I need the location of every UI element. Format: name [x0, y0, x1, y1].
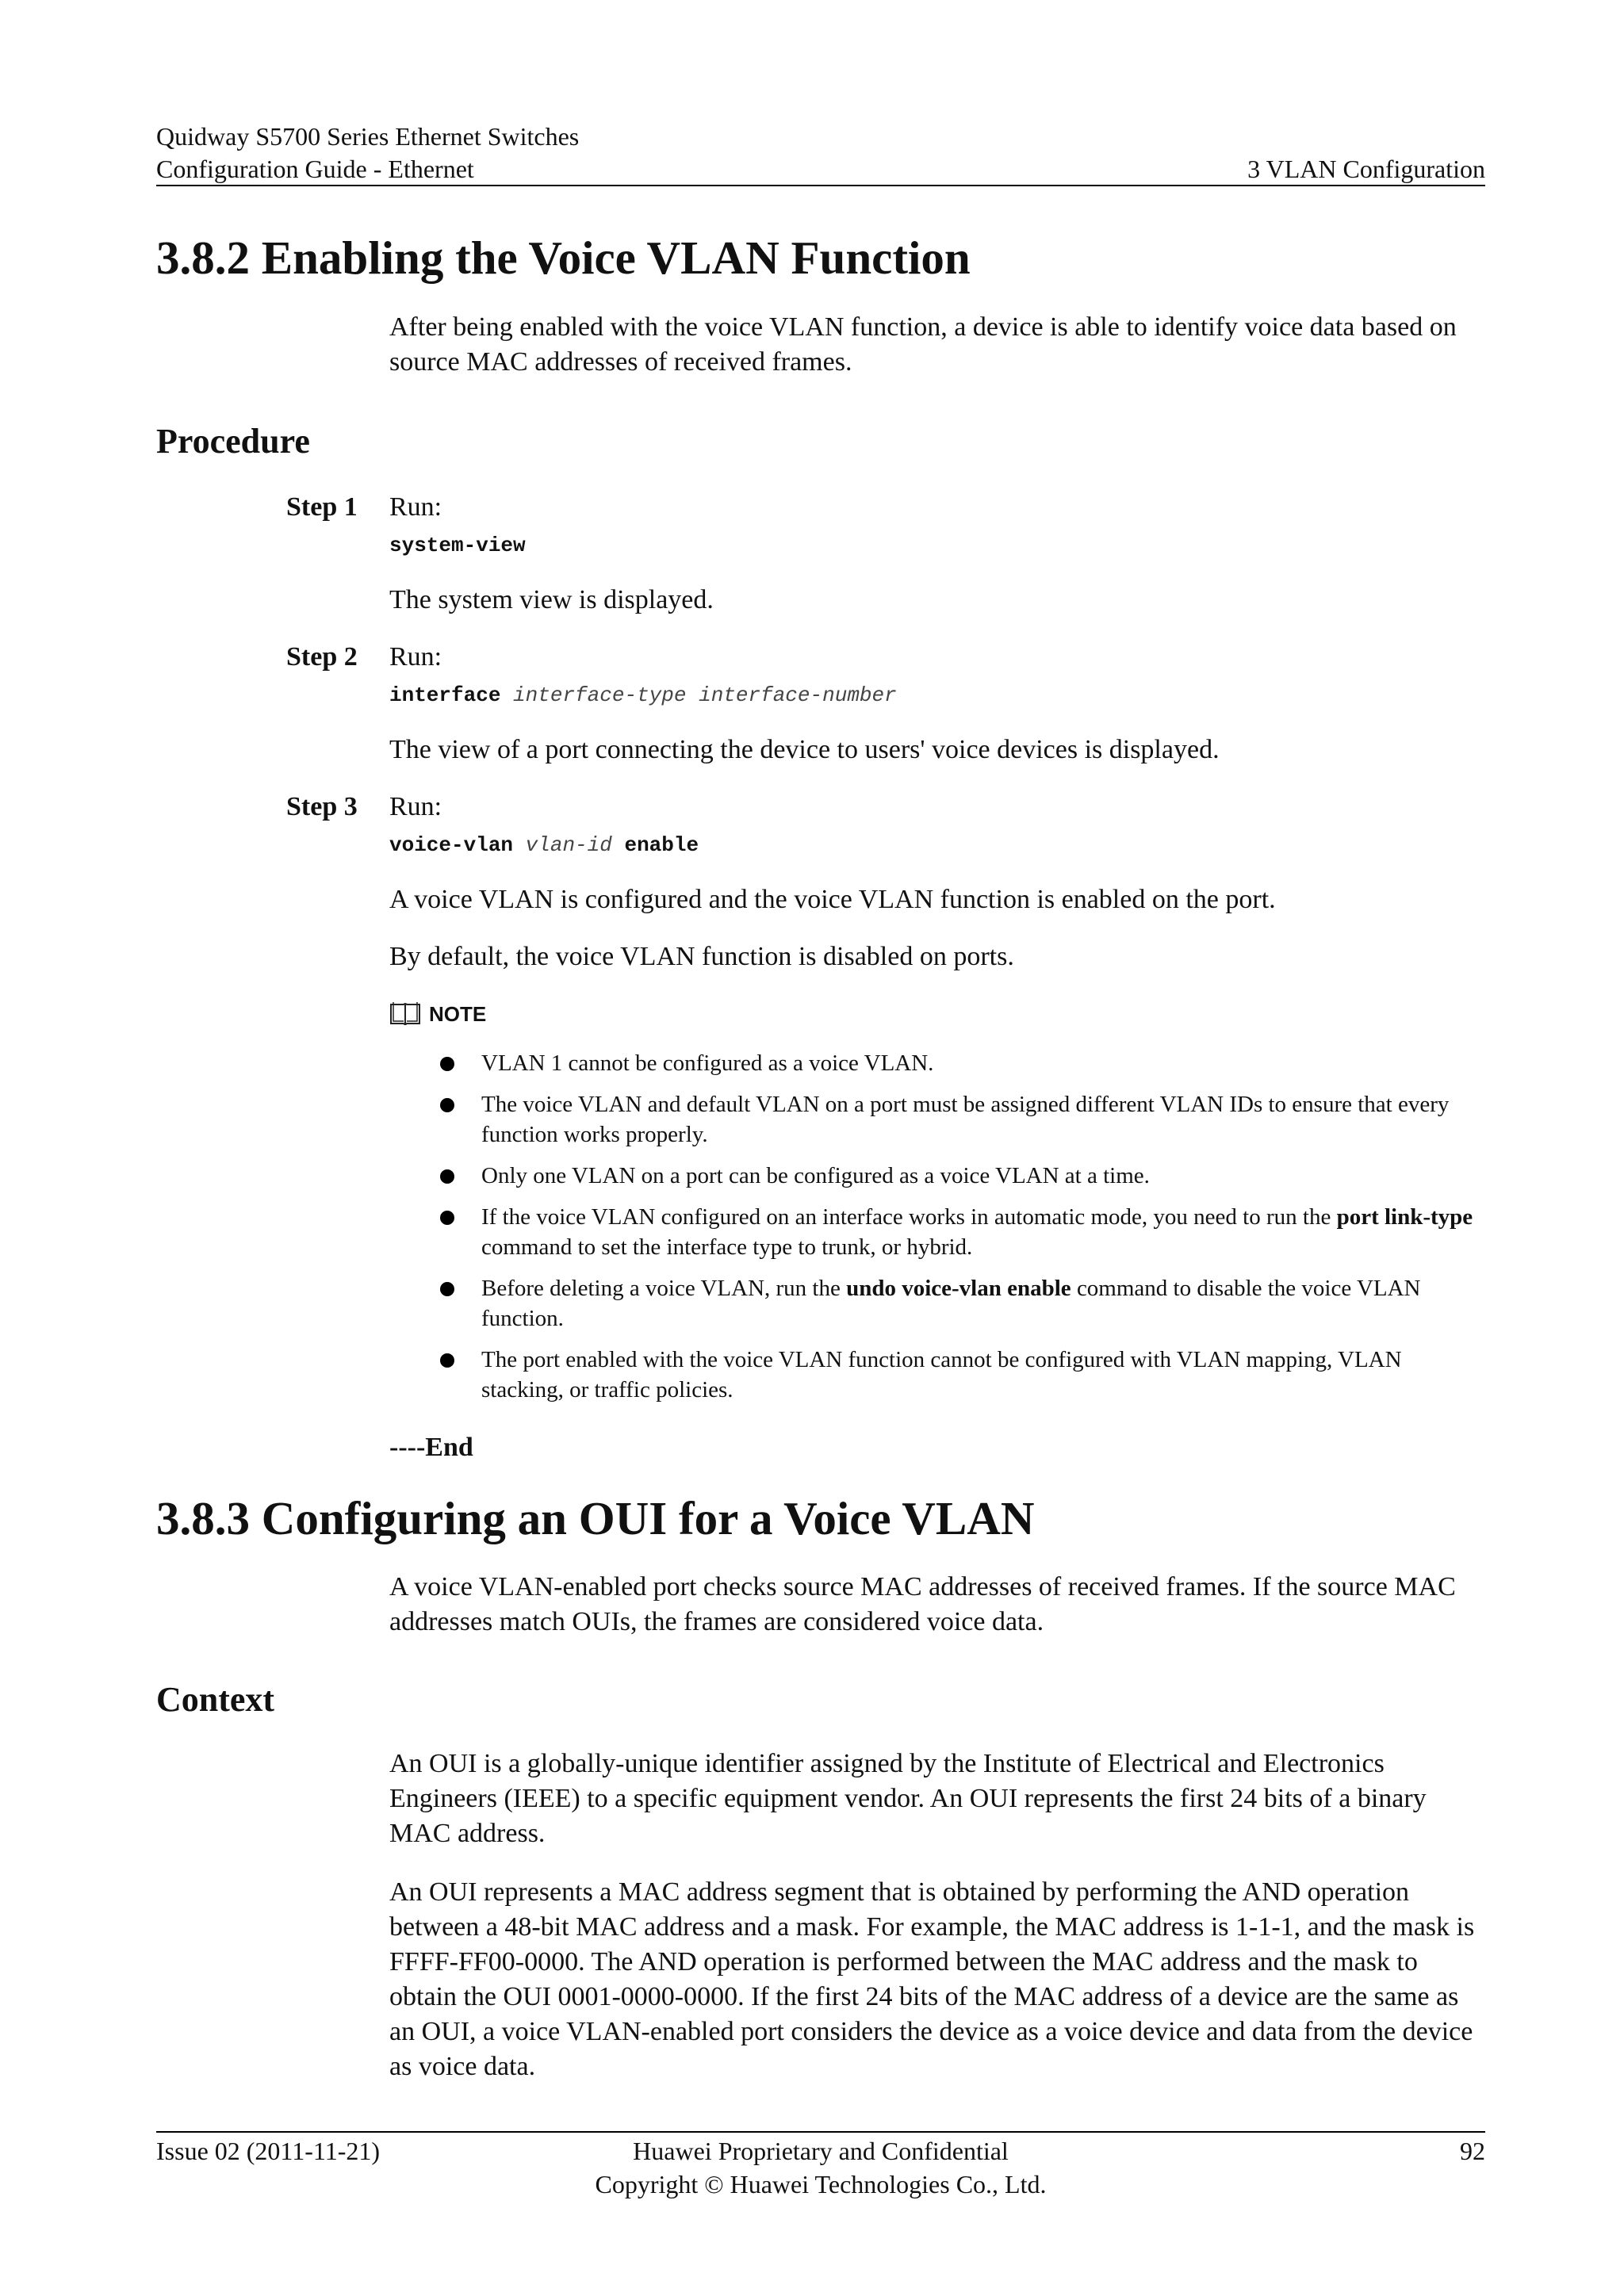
note-item	[440, 1202, 1487, 1262]
step-3-command	[389, 832, 699, 859]
note-item-text: Only one VLAN on a port can be configured as a voice VLAN at a time.	[481, 1163, 1150, 1188]
step-3-default-note: By default, the voice VLAN function is disabled on ports.	[389, 942, 1014, 971]
bullet-icon	[440, 1353, 454, 1368]
footer-rule	[156, 2131, 1485, 2133]
footer-confidential: Huawei Proprietary and Confidential	[633, 2137, 1009, 2165]
step-3-label: Step 3	[286, 792, 358, 821]
note-item	[440, 1161, 1487, 1191]
footer-copyright: Copyright © Huawei Technologies Co., Ltd.	[595, 2170, 1047, 2198]
note-item-text: Before deleting a voice VLAN, run the undo voice-vlan enable command to disable the voice VLAN function.	[481, 1276, 1421, 1331]
step-1-description: The system view is displayed.	[389, 585, 714, 614]
step-3-description: A voice VLAN is configured and the voice VLAN function is enabled on the port.	[389, 885, 1276, 914]
command-keyword: voice-vlan	[389, 833, 514, 857]
procedure-end-marker: ----End	[389, 1433, 473, 1462]
section-title-3-8-2: 3.8.2 Enabling the Voice VLAN Function	[156, 232, 971, 284]
section-intro: A voice VLAN-enabled port checks source MAC addresses of received frames. If the source MAC addresses match OUIs, the frames are considered voice data.	[389, 1572, 1456, 1636]
header-chapter: 3 VLAN Configuration	[1247, 155, 1485, 183]
note-item-text: The voice VLAN and default VLAN on a port must be assigned different VLAN IDs to ensure that every function works properly.	[481, 1092, 1450, 1147]
note-item	[440, 1273, 1487, 1334]
note-item	[440, 1048, 1487, 1078]
book-icon	[389, 1001, 421, 1027]
context-paragraph-2: An OUI represents a MAC address segment that is obtained by performing the AND operation between a 48-bit MAC address and a mask. For example, the MAC address is 1-1-1, and the mask is FFFF-FF00-0000. The AND operation is performed between the MAC address and the mask to obtain the OUI 0001-0000-0000. If the first 24 bits of the MAC address of a device are the same as an OUI, a voice VLAN-enabled port considers the device as a voice device and data from the device as voice data.	[389, 1877, 1475, 2081]
section-intro: After being enabled with the voice VLAN function, a device is able to identify voice data based on source MAC addresses of received frames.	[389, 312, 1457, 377]
bullet-icon	[440, 1282, 454, 1296]
procedure-heading: Procedure	[156, 422, 310, 461]
page-number: 92	[1460, 2137, 1485, 2165]
step-1-command	[389, 532, 526, 559]
command-name: port link-type	[1336, 1204, 1473, 1230]
command-keyword: interface	[389, 683, 501, 707]
note-item-text: VLAN 1 cannot be configured as a voice VLAN.	[481, 1050, 934, 1076]
step-2-description: The view of a port connecting the device to users' voice devices is displayed.	[389, 735, 1220, 764]
context-heading: Context	[156, 1680, 275, 1719]
step-3-run: Run:	[389, 792, 442, 821]
note-item-text: The port enabled with the voice VLAN function cannot be configured with VLAN mapping, VLAN stacking, or traffic policies.	[481, 1347, 1402, 1402]
command-keyword-enable: enable	[624, 833, 699, 857]
step-2-command	[389, 682, 897, 709]
context-paragraph-1: An OUI is a globally-unique identifier assigned by the Institute of Electrical and Electronics Engineers (IEEE) to a specific equipment vendor. An OUI represents the first 24 bits of a binary MAC address.	[389, 1749, 1427, 1848]
note-item-text: If the voice VLAN configured on an interface works in automatic mode, you need to run the port link-type command to set the interface type to trunk, or hybrid.	[481, 1204, 1473, 1260]
step-2-run: Run:	[389, 642, 442, 672]
command-argument: vlan-id	[525, 833, 612, 857]
note-item	[440, 1089, 1487, 1150]
header-guide: Configuration Guide - Ethernet	[156, 155, 474, 183]
note-text: NOTE	[429, 1001, 487, 1026]
step-1-label: Step 1	[286, 492, 358, 522]
step-1-run: Run:	[389, 492, 442, 522]
note-label	[389, 1001, 486, 1027]
footer-issue: Issue 02 (2011-11-21)	[156, 2137, 381, 2165]
bullet-icon	[440, 1057, 454, 1071]
header-rule	[156, 185, 1485, 186]
bullet-icon	[440, 1169, 454, 1184]
step-2-label: Step 2	[286, 642, 358, 672]
note-item	[440, 1345, 1487, 1405]
command-name: undo voice-vlan enable	[846, 1276, 1071, 1301]
command-keyword: system-view	[389, 534, 526, 557]
command-argument: interface-type interface-number	[513, 683, 897, 707]
bullet-icon	[440, 1211, 454, 1225]
note-list	[440, 1048, 1487, 1416]
header-product: Quidway S5700 Series Ethernet Switches	[156, 122, 580, 151]
section-title-3-8-3: 3.8.3 Configuring an OUI for a Voice VLAN	[156, 1492, 1035, 1544]
bullet-icon	[440, 1098, 454, 1112]
